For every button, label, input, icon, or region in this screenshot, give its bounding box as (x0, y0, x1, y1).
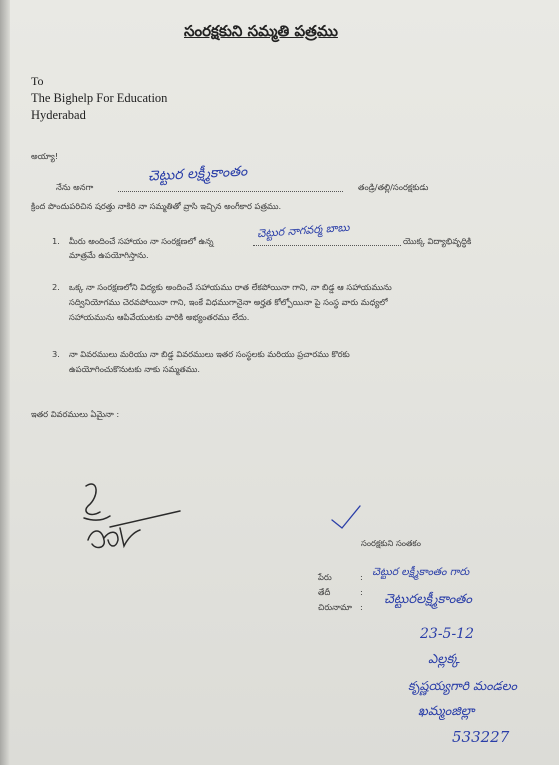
handwritten-pincode: 533227 (452, 728, 510, 746)
item-1-line2: మాత్రమే ఉపయోగిస్తాను. (69, 250, 149, 260)
item-3-line2: ఉపయోగించుకొనుటకు నాకు సమ్మతము. (69, 364, 201, 374)
item-2-line1: ఒక్క నా సంరక్షణలోని విద్యకు అందించే సహాయము రాత లేకపోయినా గాని, నా బిడ్డ ఆ సహాయమును (69, 282, 392, 292)
handwritten-address-line1: ఎల్లక్క (428, 652, 460, 667)
form-title: సంరక్షకుని సమ్మతి పత్రము (184, 22, 338, 40)
item-1-prefix: మీరు అందించే సహాయం నా సంరక్షణలో ఉన్న (69, 236, 214, 246)
address-org: The Bighelp For Education (31, 91, 168, 105)
date-colon: : (360, 587, 363, 597)
handwritten-address-line3: ఖమ్మంజిల్లా (418, 704, 475, 719)
item-2-line3: సహాయమును ఆపివేయుటకు వారికి అభ్యంతరము లేదు. (69, 312, 250, 322)
handwritten-guardian-name: చెట్టుర లక్ష్మీకాంతం (147, 163, 248, 185)
other-details-label: ఇతర వివరములు ఏమైనా : (31, 409, 120, 419)
handwritten-address-line2: కృష్ణయ్యగారి మండలం (408, 678, 518, 693)
handwritten-name: చెట్టుర లక్ష్మీకాంతం గారు (372, 566, 470, 578)
item-3-line1: నా వివరములు మరియు నా బిడ్డ వివరములు ఇతర సంస్థలకు మరియు ప్రచారము కొరకు (69, 349, 350, 359)
tick-mark-icon (332, 506, 360, 528)
name-label: పేరు (318, 572, 332, 582)
salutation: అయ్యా! (31, 151, 59, 161)
address-city: Hyderabad (31, 108, 86, 122)
date-label: తేదీ (318, 587, 331, 597)
address-colon: : (360, 602, 363, 612)
handwritten-signature: చెట్టురలక్ష్మీకాంతం (384, 592, 473, 607)
item-2-number: 2. (52, 282, 60, 292)
intro-line2: క్రింద పొందుపరిచిన షరత్తు నాకిరి నా సమ్మతితో వ్రాసి ఇచ్చిన అంగీకార పత్రము. (31, 201, 282, 211)
item-1-number: 1. (52, 236, 60, 246)
handwritten-date: 23-5-12 (420, 626, 474, 642)
signature-heading: సంరక్షకుని సంతకం (361, 538, 421, 548)
address-label: చిరునామా (318, 602, 352, 612)
item-3-number: 3. (52, 349, 60, 359)
intro-prefix: నేను అనగా (56, 182, 94, 192)
handwritten-child-name: చెట్టుర నాగవర్మ బాబు (256, 220, 350, 241)
relation-options: తండ్రి/తల్లి/సంరక్షకుడు (358, 182, 429, 192)
item-1-suffix: యొక్క విద్యాభివృద్ధికి (403, 236, 472, 246)
item-2-line2: సద్వినియోగము చెరవపోయినా గాని, ఇంకే విధముగానైనా అర్హత కోల్పోయినా పై సంస్థ వారు మధ్యలో (69, 297, 388, 307)
address-to: To (31, 74, 44, 88)
name-colon: : (360, 572, 363, 582)
